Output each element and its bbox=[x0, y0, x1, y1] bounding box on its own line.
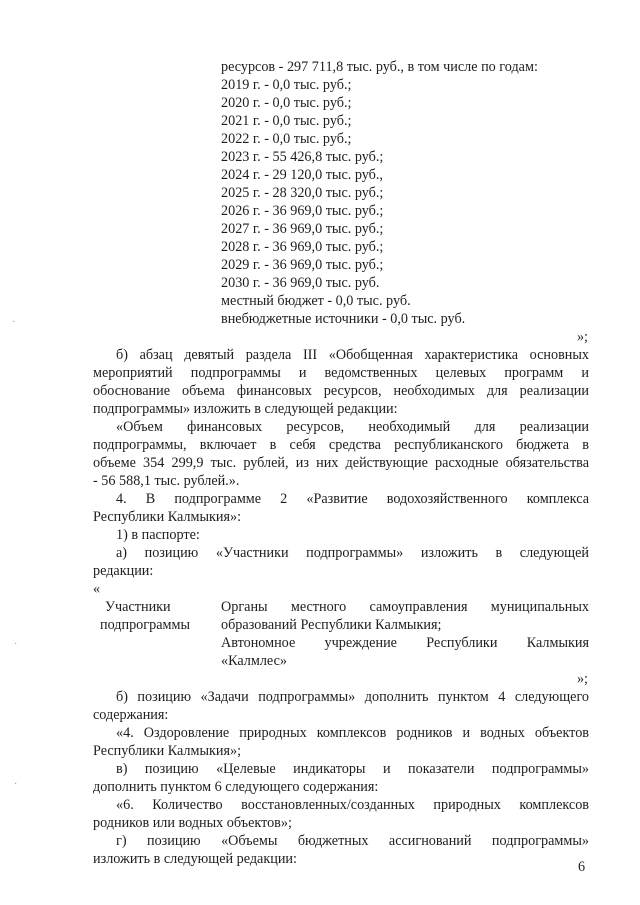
table-value: «Калмлес» bbox=[221, 653, 287, 669]
financing-line: 2027 г. - 36 969,0 тыс. руб.; bbox=[221, 221, 384, 237]
financing-line: 2022 г. - 0,0 тыс. руб.; bbox=[221, 131, 352, 147]
paragraph-line: г) позицию «Объемы бюджетных ассигнований подпрограммы» bbox=[116, 833, 589, 849]
paragraph-line: а) позицию «Участники подпрограммы» изложить в следующей bbox=[116, 545, 589, 561]
paragraph-line: 4. В подпрограмме 2 «Развитие водохозяйственного комплекса bbox=[116, 491, 589, 507]
paragraph-line: объеме 354 299,9 тыс. рублей, из них действующие расходные обязательства bbox=[93, 455, 589, 471]
financing-line: 2024 г. - 29 120,0 тыс. руб., bbox=[221, 167, 383, 183]
financing-line: 2029 г. - 36 969,0 тыс. руб.; bbox=[221, 257, 384, 273]
closing-quote: »; bbox=[576, 671, 588, 687]
paragraph-line: содержания: bbox=[93, 707, 169, 723]
opening-quote: « bbox=[93, 581, 101, 597]
paragraph-line: родников или водных объектов»; bbox=[93, 815, 292, 831]
paragraph-line: б) абзац девятый раздела III «Обобщенная характеристика основных bbox=[116, 347, 589, 363]
financing-line: местный бюджет - 0,0 тыс. руб. bbox=[221, 293, 411, 309]
paragraph-line: подпрограммы» изложить в следующей редакции: bbox=[93, 401, 398, 417]
scan-mark: · bbox=[14, 639, 18, 650]
financing-line: ресурсов - 297 711,8 тыс. руб., в том числе по годам: bbox=[221, 59, 538, 75]
table-label: Участники bbox=[105, 599, 171, 615]
financing-line: 2023 г. - 55 426,8 тыс. руб.; bbox=[221, 149, 384, 165]
closing-quote: »; bbox=[576, 329, 588, 345]
paragraph-line: «6. Количество восстановленных/созданных природных комплексов bbox=[116, 797, 589, 813]
paragraph-line: изложить в следующей редакции: bbox=[93, 851, 297, 867]
scan-mark: · bbox=[12, 317, 16, 328]
paragraph-line: «Объем финансовых ресурсов, необходимый для реализации bbox=[116, 419, 589, 435]
table-label: подпрограммы bbox=[100, 617, 190, 633]
scan-mark: · bbox=[14, 779, 18, 790]
financing-line: 2028 г. - 36 969,0 тыс. руб.; bbox=[221, 239, 384, 255]
paragraph-line: 1) в паспорте: bbox=[116, 527, 200, 543]
table-value: Органы местного самоуправления муниципальных bbox=[221, 599, 589, 615]
paragraph-line: дополнить пунктом 6 следующего содержания: bbox=[93, 779, 379, 795]
paragraph-line: в) позицию «Целевые индикаторы и показатели подпрограммы» bbox=[116, 761, 589, 777]
financing-line: внебюджетные источники - 0,0 тыс. руб. bbox=[221, 311, 466, 327]
financing-line: 2025 г. - 28 320,0 тыс. руб.; bbox=[221, 185, 384, 201]
paragraph-line: «4. Оздоровление природных комплексов родников и водных объектов bbox=[116, 725, 589, 741]
financing-line: 2020 г. - 0,0 тыс. руб.; bbox=[221, 95, 352, 111]
paragraph-line: б) позицию «Задачи подпрограммы» дополнить пунктом 4 следующего bbox=[116, 689, 589, 705]
financing-line: 2030 г. - 36 969,0 тыс. руб. bbox=[221, 275, 380, 291]
financing-line: 2019 г. - 0,0 тыс. руб.; bbox=[221, 77, 352, 93]
table-value: образований Республики Калмыкия; bbox=[221, 617, 442, 633]
paragraph-line: Республики Калмыкия»: bbox=[93, 509, 242, 525]
paragraph-line: редакции: bbox=[93, 563, 154, 579]
paragraph-line: мероприятий подпрограммы и ведомственных целевых программ и bbox=[93, 365, 589, 381]
financing-line: 2021 г. - 0,0 тыс. руб.; bbox=[221, 113, 352, 129]
paragraph-line: обоснование объема финансовых ресурсов, необходимых для реализации bbox=[93, 383, 589, 399]
table-value: Автономное учреждение Республики Калмыкия bbox=[221, 635, 589, 651]
financing-line: 2026 г. - 36 969,0 тыс. руб.; bbox=[221, 203, 384, 219]
page-number: 6 bbox=[578, 859, 586, 875]
paragraph-line: подпрограммы, включает в себя средства республиканского бюджета в bbox=[93, 437, 589, 453]
paragraph-line: - 56 588,1 тыс. рублей.». bbox=[93, 473, 240, 489]
paragraph-line: Республики Калмыкия»; bbox=[93, 743, 242, 759]
